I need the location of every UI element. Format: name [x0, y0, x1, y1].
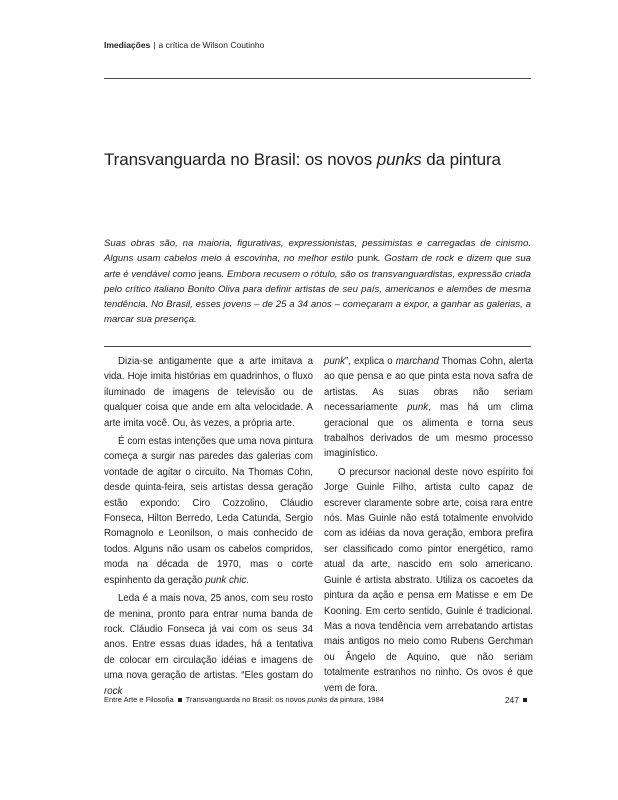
body-paragraph: É com estas intenções que uma nova pintura começa a surgir nas paredes das galerias com vontade de agitar o circuito. Na Thomas Cohn, desde quinta-feira, seis artistas dessa geração estão expondo: Ciro Cozzolino, Cláudio Fonseca, Hilton Berredo, Leda Catunda, Sergio Romagnolo e Leonilson, o mais conhecido de todos. Alguns não usam os cabelos compridos, moda na década de 1970, mas o corte espinhento da geração punk chic. [104, 436, 313, 586]
footer-article: Transvanguarda no Brasil: os novos punks da pintura, 1984 [185, 695, 384, 704]
lead-paragraph: Suas obras são, na maioria, figurativas, expressionistas, pessimistas e carregadas de cinismo. Alguns usam cabelos meio à escovinha, no melhor estilo punk. Gostam de rock e dizem que sua arte é vendável como jeans. Embora recusem o rótulo, são os transvanguardistas, expressão criada pelo crítico italiano Bonito Oliva para definir artistas de seu país, americanos e alemões de mesma tendência. No Brasil, esses jovens – de 25 a 34 anos – começaram a expor, a ganhar as galerias, a marcar sua presença. [104, 238, 532, 326]
bullet-icon [178, 698, 182, 702]
article-title: Transvanguarda no Brasil: os novos punks da pintura [104, 150, 501, 169]
section-rule [104, 346, 531, 347]
series-subtitle: a crítica de Wilson Coutinho [158, 40, 265, 50]
body-paragraph: O precursor nacional deste novo espírito foi Jorge Guinle Filho, artista culto capaz de escrever claramente sobre arte, coisa rara entre nós. Mas Guinle não está totalmente envolvido com as idéias da nova geração, embora prefira ser classificado como pintor energético, ramo atual da arte, nascido em solo americano. Guinle é artista abstrato. Utiliza os cacoetes da pintura da ação e pensa em Matisse e em De Kooning. Em certo sentido, Guinle é tradicional. Mas a nova tendência vem arrebatando artistas mais antigos no meio como Rubens Gerchman ou Ângelo de Aquino, que não seriam totalmente estranhos no ninho. Os ovos é que vem de fora. [324, 466, 533, 694]
body-column-left [104, 354, 313, 699]
body-paragraph: Leda é a mais nova, 25 anos, com seu rosto de menina, pronto para entrar numa banda de rock. Cláudio Fonseca já vai com os seus 34 anos. Entre essas duas idades, há a tentativa de colocar em circulação idéias e imagens de uma nova geração de artistas. “Eles gostam do rock [104, 593, 313, 697]
top-rule [104, 78, 531, 79]
footer-book-title: Entre Arte e Filosofia [104, 695, 174, 704]
bullet-icon [523, 698, 527, 702]
page-number: 247 [505, 695, 531, 705]
running-footer [104, 695, 531, 704]
body-column-right [324, 354, 533, 696]
header-separator: | [153, 40, 156, 50]
body-paragraph: punk”, explica o marchand Thomas Cohn, alerta ao que pensa e ao que pinta esta nova safra de artistas. As suas obras não seriam necessariamente punk, mas há um clima geracional que os alimenta e torna seus trabalhos derivados de um mesmo processo imaginístico. [324, 356, 533, 460]
series-title: Imediações [104, 40, 151, 50]
running-header [104, 40, 264, 50]
body-paragraph: Dizia-se antigamente que a arte imitava a vida. Hoje imita histórias em quadrinhos, o fluxo iluminado de imagens de televisão ou de qualquer coisa que ande em alta velocidade. A arte imita você. Ou, às vezes, a própria arte. [104, 356, 313, 429]
